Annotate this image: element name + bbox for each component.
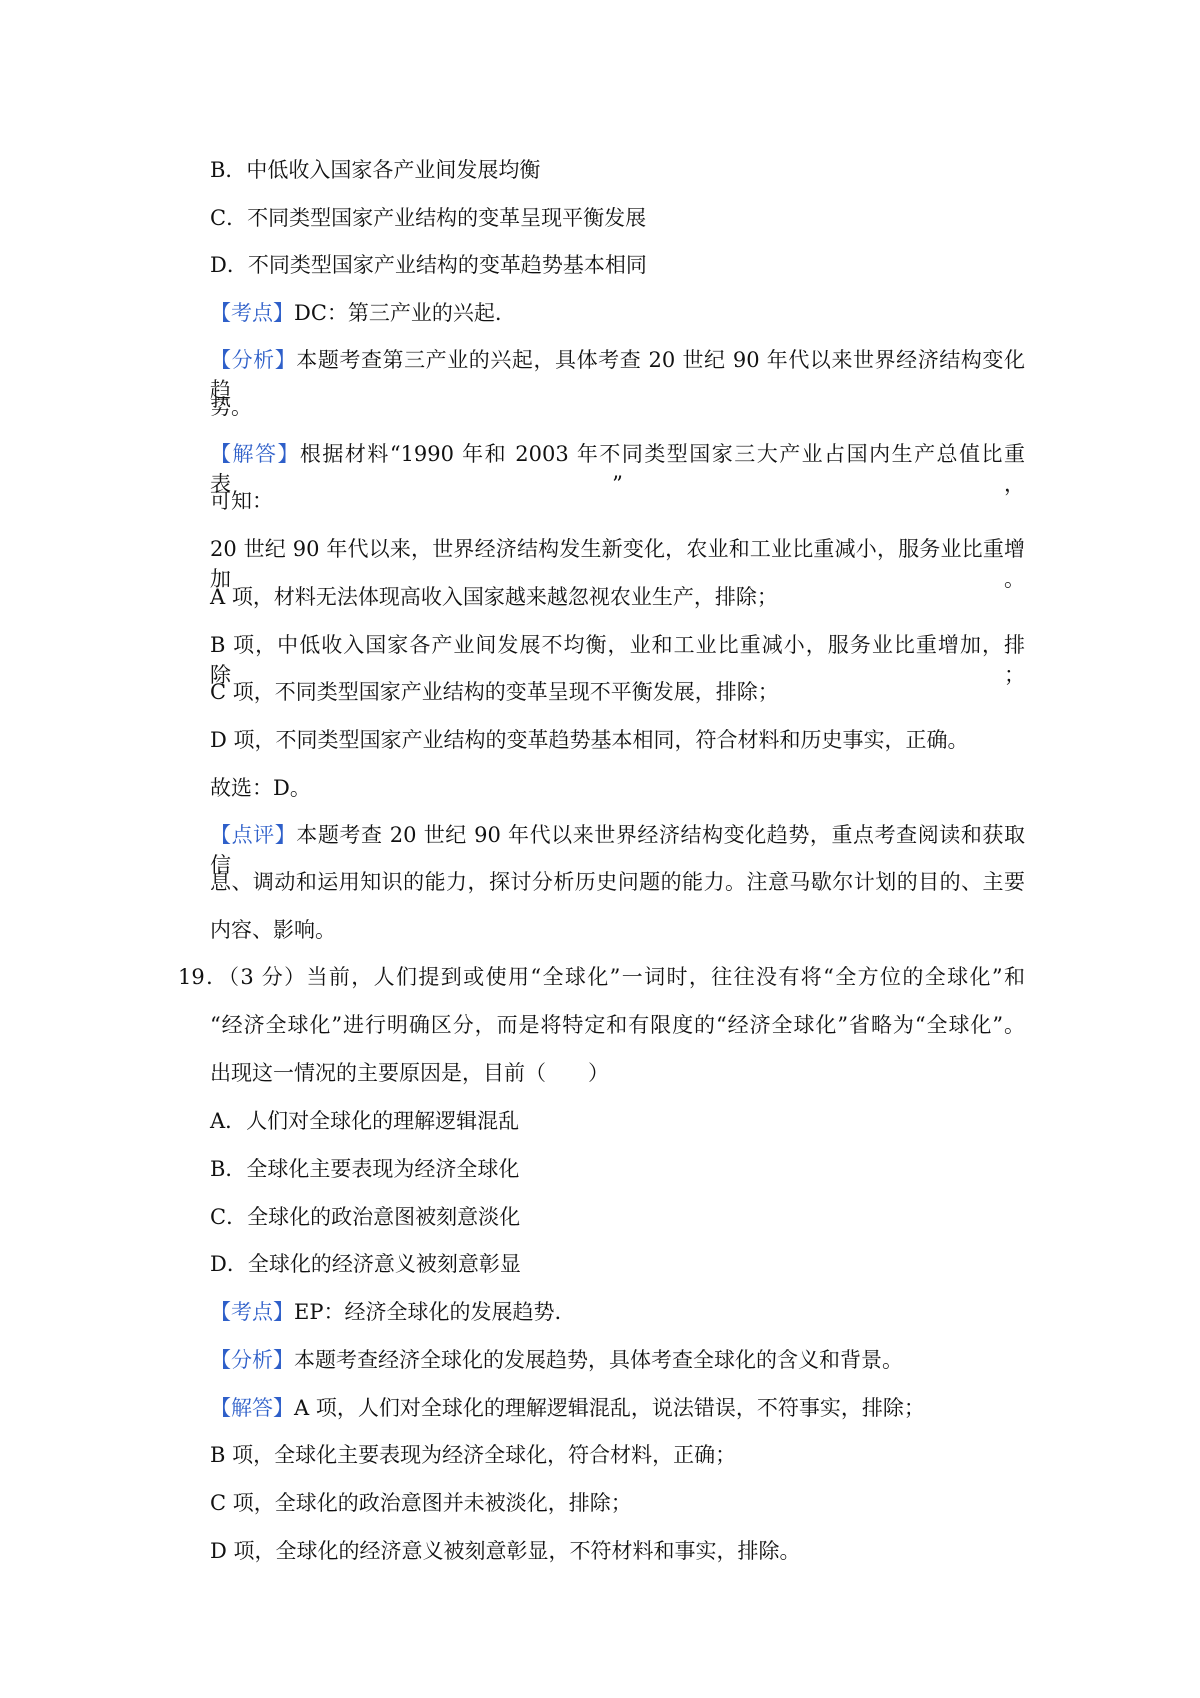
q18-dianping-line3: 内容、影响。 [210,918,336,942]
q19-item-c: C 项，全球化的政治意图并未被淡化，排除； [210,1491,632,1515]
kaodian-tag: 【考点】 [210,301,294,325]
q19-option-a: A．人们对全球化的理解逻辑混乱 [210,1109,520,1133]
fenxi-text: 本题考查经济全球化的发展趋势，具体考查全球化的含义和背景。 [294,1348,903,1372]
q18-option-b: B．中低收入国家各产业间发展均衡 [210,158,541,182]
q18-jieda-line3: 20 世纪 90 年代以来，世界经济结构发生新变化，农业和工业比重减小，服务业比重增加。 [210,537,1025,591]
q18-item-a: A 项，材料无法体现高收入国家越来越忽视农业生产，排除； [210,585,778,609]
dianping-line: 本题考查 20 世纪 90 年代以来世界经济结构变化趋势，重点考查阅读和获取信 [210,823,1025,877]
jieda-line: 根据材料“1990 年和 2003 年不同类型国家三大产业占国内生产总值比重表”， [210,442,1025,496]
fenxi-line: 本题考查第三产业的兴起，具体考查 20 世纪 90 年代以来世界经济结构变化趋 [210,348,1025,402]
kaodian-text: EP：经济全球化的发展趋势. [294,1300,562,1324]
kaodian-text: DC：第三产业的兴起. [294,301,502,325]
q18-answer: 故选：D。 [210,776,311,800]
q19-option-b: B．全球化主要表现为经济全球化 [210,1157,520,1181]
q18-kaodian [210,298,502,328]
q19-fenxi [210,1345,903,1375]
q19-option-d: D．全球化的经济意义被刻意彰显 [210,1252,521,1276]
q18-dianping-line2: 息、调动和运用知识的能力，探讨分析历史问题的能力。注意马歇尔计划的目的、主要 [210,870,1025,894]
q19-stem-line3: 出现这一情况的主要原因是，目前（ ） [210,1061,609,1085]
q19-option-c: C．全球化的政治意图被刻意淡化 [210,1205,521,1229]
jieda-tag: 【解答】 [210,1396,294,1420]
kaodian-tag: 【考点】 [210,1300,294,1324]
q18-fenxi [210,345,1025,405]
q18-jieda-line2: 可知： [210,489,273,513]
fenxi-tag: 【分析】 [210,1348,294,1372]
q18-option-d: D．不同类型国家产业结构的变革趋势基本相同 [210,253,647,277]
q18-jieda [210,439,1025,499]
q18-item-d: D 项，不同类型国家产业结构的变革趋势基本相同，符合材料和历史事实，正确。 [210,728,969,752]
q19-jieda [210,1393,925,1423]
q19-kaodian [210,1297,561,1327]
q19-stem-line1: 19．（3 分）当前，人们提到或使用“全球化”一词时，往往没有将“全方位的全球化”和 [178,965,1025,989]
q18-item-c: C 项，不同类型国家产业结构的变革呈现不平衡发展，排除； [210,680,779,704]
q18-option-c: C．不同类型国家产业结构的变革呈现平衡发展 [210,206,647,230]
jieda-tag: 【解答】 [210,442,300,466]
q19-item-b: B 项，全球化主要表现为经济全球化，符合材料，正确； [210,1443,737,1467]
fenxi-tag: 【分析】 [210,348,297,372]
q18-fenxi-line2: 势。 [210,395,252,419]
q19-item-d: D 项，全球化的经济意义被刻意彰显，不符材料和事实，排除。 [210,1539,801,1563]
q19-stem-line2: “经济全球化”进行明确区分，而是将特定和有限度的“经济全球化”省略为“全球化”。 [210,1013,1025,1037]
dianping-tag: 【点评】 [210,823,297,847]
q18-item-b: B 项，中低收入国家各产业间发展不均衡，业和工业比重减小，服务业比重增加，排除； [210,633,1025,687]
jieda-text: A 项，人们对全球化的理解逻辑混乱，说法错误，不符事实，排除； [294,1396,925,1420]
